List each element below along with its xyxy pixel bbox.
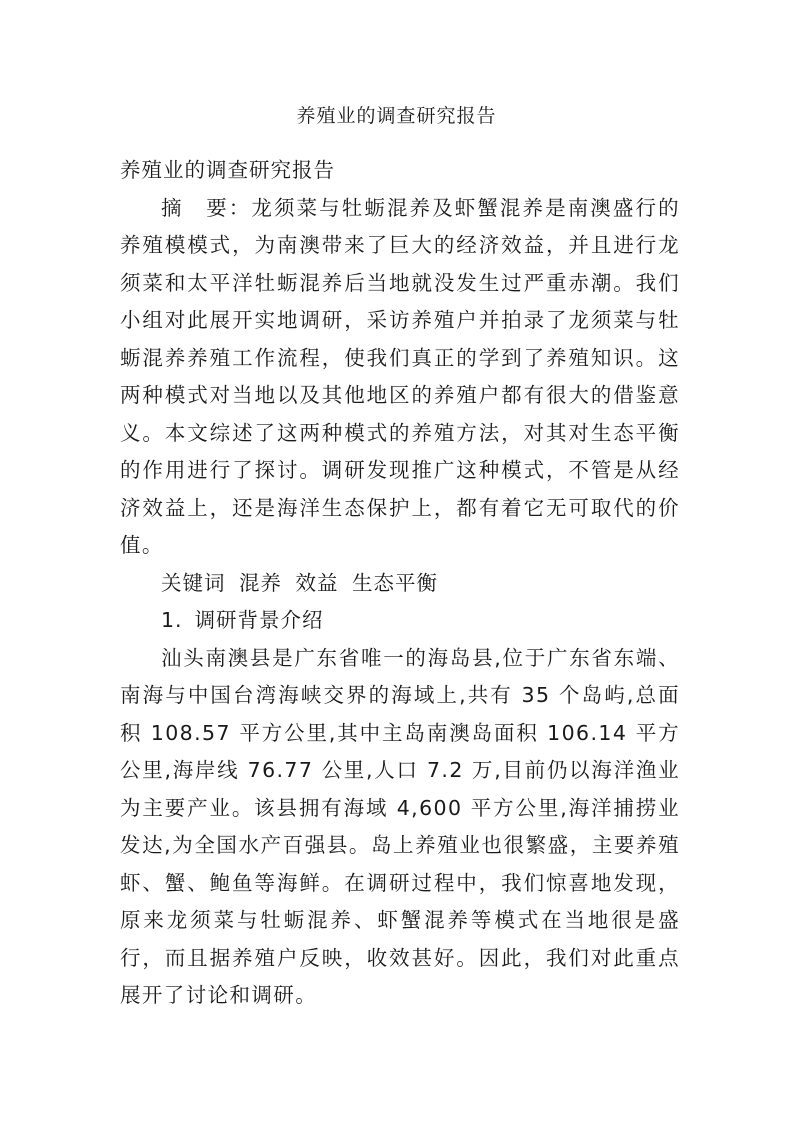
section-1-title: 调研背景介绍 xyxy=(194,608,324,632)
document-body xyxy=(120,152,680,1015)
section-1-heading xyxy=(120,602,680,640)
keywords-line: 关键词 混养 效益 生态平衡 xyxy=(161,570,439,595)
section-1-body: 汕头南澳县是广东省唯一的海岛县,位于广东省东端、南海与中国台湾海峡交界的海域上,共有 35 个岛屿,总面积 108.57 平方公里,其中主岛南澳岛面积 106.14 平方公里,海岸线 76.77 公里,人口 7.2 万,目前仍以海洋渔业为主要产业。该县拥有海域 4,600 平方公里,海洋捕捞业发达,为全国水产百强县。岛上养殖业也很繁盛，主要养殖虾、蟹、鲍鱼等海鲜。在调研过程中，我们惊喜地发现，原来龙须菜与牡蛎混养、虾蟹混养等模式在当地很是盛行，而且据养殖户反映，收效甚好。因此，我们对此重点展开了讨论和调研。 xyxy=(120,645,680,1007)
section-1-number: 1. xyxy=(161,608,183,632)
report-heading: 养殖业的调查研究报告 xyxy=(120,158,335,182)
abstract-paragraph: 摘 要：龙须菜与牡蛎混养及虾蟹混养是南澳盛行的养殖模模式，为南澳带来了巨大的经济效益，并且进行龙须菜和太平洋牡蛎混养后当地就没发生过严重赤潮。我们小组对此展开实地调研，采访养殖户并拍录了龙须菜与牡蛎混养养殖工作流程，使我们真正的学到了养殖知识。这两种模式对当地以及其他地区的养殖户都有很大的借鉴意义。本文综述了这两种模式的养殖方法，对其对生态平衡的作用进行了探讨。调研发现推广这种模式，不管是从经济效益上，还是海洋生态保护上，都有着它无可取代的价值。 xyxy=(120,195,680,557)
document-title: 养殖业的调查研究报告 xyxy=(296,105,497,127)
